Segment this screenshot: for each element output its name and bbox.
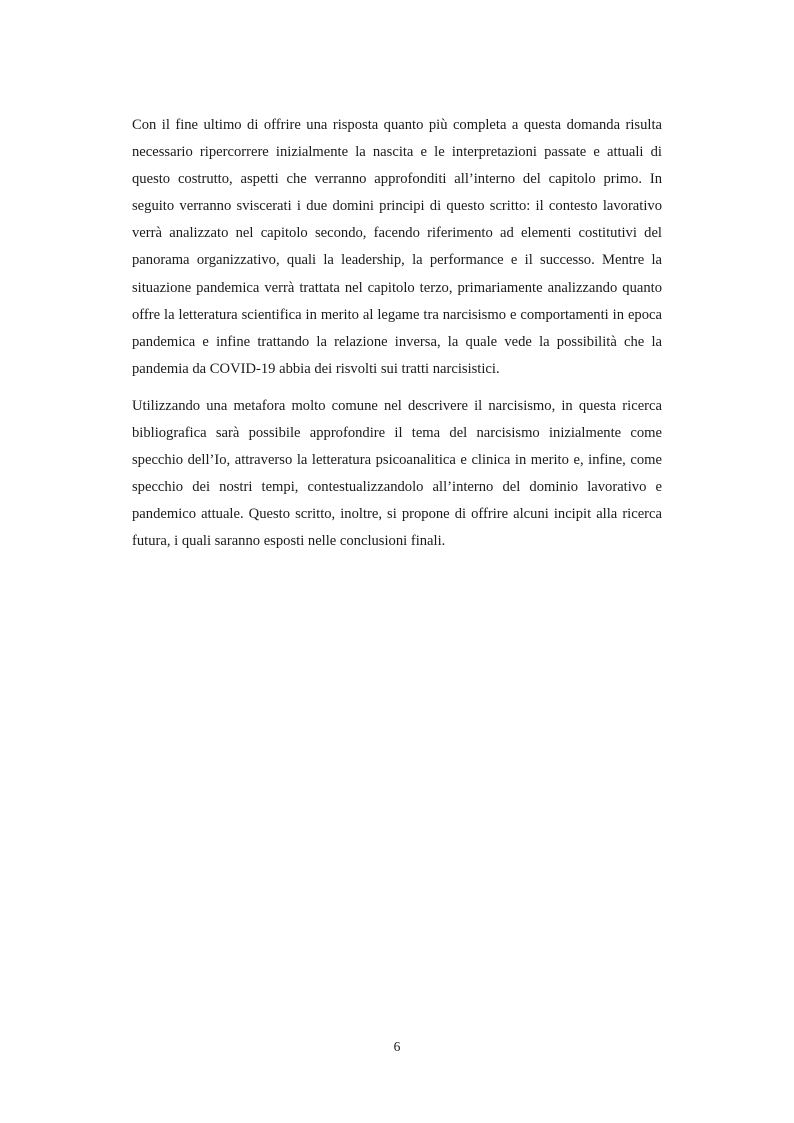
paragraph-1: Con il fine ultimo di offrire una risposta quanto più completa a questa domanda risulta necessario ripercorrere inizialmente la nascita e le interpretazioni passate e attuali di questo costrutto, aspetti che verranno approfonditi all’interno del capitolo primo. In seguito verranno sviscerati i due domini principi di questo scritto: il contesto lavorativo verrà analizzato nel capitolo secondo, facendo riferimento ad elementi costitutivi del panorama organizzativo, quali la leadership, la performance e il successo. Mentre la situazione pandemica verrà trattata nel capitolo terzo, primariamente analizzando quanto offre la letteratura scientifica in merito al legame tra narcisismo e comportamenti in epoca pandemica e infine trattando la relazione inversa, la quale vede la possibilità che la pandemia da COVID-19 abbia dei risvolti sui tratti narcisistici.	[132, 117, 662, 377]
paragraph-2: Utilizzando una metafora molto comune nel descrivere il narcisismo, in questa ricerca bibliografica sarà possibile approfondire il tema del narcisismo inizialmente come specchio dell’Io, attraverso la letteratura psicoanalitica e clinica in merito e, infine, come specchio dei nostri tempi, contestualizzandolo all’interno del dominio lavorativo e pandemico attuale. Questo scritto, inoltre, si propone di offrire alcuni incipit alla ricerca futura, i quali saranno esposti nelle conclusioni finali.	[132, 397, 662, 550]
body-text	[132, 112, 662, 556]
page-number: 6	[393, 1039, 401, 1054]
